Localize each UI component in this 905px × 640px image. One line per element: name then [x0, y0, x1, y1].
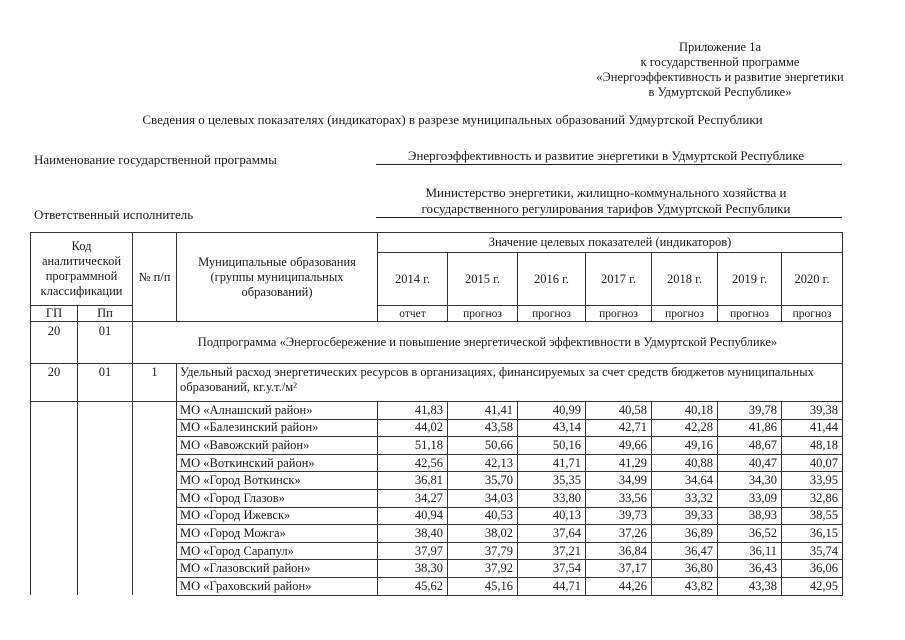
indicator-value: 41,44: [782, 419, 843, 437]
value-type: прогноз: [782, 306, 843, 322]
indicator-value: 43,82: [652, 577, 718, 595]
indicator-value: 40,58: [586, 402, 652, 420]
empty-cell: [31, 419, 78, 437]
gp-header: ГП: [31, 306, 78, 322]
indicator-gp: 20: [31, 364, 78, 402]
empty-cell: [31, 542, 78, 560]
empty-cell: [31, 507, 78, 525]
indicator-value: 34,30: [718, 472, 782, 490]
indicator-value: 34,64: [652, 472, 718, 490]
empty-cell: [31, 577, 78, 595]
indicators-table: [30, 232, 843, 596]
year-header: 2014 г.: [378, 253, 448, 306]
empty-cell: [31, 560, 78, 578]
program-label: Наименование государственной программы: [34, 152, 277, 167]
mo-header: Муниципальные образования (группы муниципальных образований): [177, 233, 378, 322]
indicator-value: 40,94: [378, 507, 448, 525]
indicator-value: 34,03: [448, 489, 518, 507]
indicator-value: 40,99: [518, 402, 586, 420]
indicator-value: 37,79: [448, 542, 518, 560]
year-header: 2017 г.: [586, 253, 652, 306]
empty-cell: [133, 542, 177, 560]
indicator-value: 35,70: [448, 472, 518, 490]
indicator-value: 37,92: [448, 560, 518, 578]
indicator-value: 39,73: [586, 507, 652, 525]
empty-cell: [78, 489, 133, 507]
indicator-value: 42,13: [448, 454, 518, 472]
indicator-value: 37,21: [518, 542, 586, 560]
year-header: 2015 г.: [448, 253, 518, 306]
empty-cell: [78, 577, 133, 595]
executor-value-line-1: Министерство энергетики, жилищно-коммунального хозяйства и: [425, 185, 787, 200]
indicator-value: 48,67: [718, 437, 782, 455]
indicator-value: 38,40: [378, 525, 448, 543]
appendix-block: [560, 40, 880, 100]
value-type: прогноз: [718, 306, 782, 322]
table-row: [31, 525, 843, 543]
mo-name: МО «Алнашский район»: [177, 402, 378, 420]
data-rows: [31, 402, 843, 596]
pp-header: Пп: [78, 306, 133, 322]
indicator-value: 39,33: [652, 507, 718, 525]
empty-cell: [78, 419, 133, 437]
indicator-value: 48,18: [782, 437, 843, 455]
indicator-value: 36,47: [652, 542, 718, 560]
indicator-num: 1: [133, 364, 177, 402]
indicator-value: 33,80: [518, 489, 586, 507]
mo-name: МО «Вавожский район»: [177, 437, 378, 455]
program-value: Энергоэффективность и развитие энергетики в Удмуртской Республике: [407, 148, 805, 163]
executor-label: Ответственный исполнитель: [34, 207, 194, 222]
empty-cell: [78, 472, 133, 490]
year-header: 2016 г.: [518, 253, 586, 306]
indicator-value: 36,15: [782, 525, 843, 543]
indicator-value: 36,84: [586, 542, 652, 560]
indicator-value: 36,43: [718, 560, 782, 578]
indicator-value: 41,83: [378, 402, 448, 420]
table-row: [31, 454, 843, 472]
indicator-value: 38,93: [718, 507, 782, 525]
value-type: прогноз: [586, 306, 652, 322]
indicator-value: 49,16: [652, 437, 718, 455]
subprogram-gp: 20: [31, 322, 78, 364]
empty-cell: [31, 402, 78, 420]
indicator-value: 33,32: [652, 489, 718, 507]
table-row: [31, 437, 843, 455]
empty-cell: [133, 419, 177, 437]
indicator-value: 37,64: [518, 525, 586, 543]
table-row: [31, 402, 843, 420]
indicator-value: 38,30: [378, 560, 448, 578]
program-underline: [376, 164, 842, 165]
document-heading: Сведения о целевых показателях (индикаторах) в разрезе муниципальных образований Удмуртской Республики: [142, 112, 763, 127]
indicator-value: 44,71: [518, 577, 586, 595]
empty-cell: [78, 454, 133, 472]
empty-cell: [31, 489, 78, 507]
subprogram-title: Подпрограмма «Энергосбережение и повышение энергетической эффективности в Удмуртской Республике»: [133, 322, 843, 364]
mo-name: МО «Город Можга»: [177, 525, 378, 543]
indicator-value: 40,53: [448, 507, 518, 525]
indicator-value: 35,74: [782, 542, 843, 560]
indicator-value: 42,56: [378, 454, 448, 472]
empty-cell: [133, 507, 177, 525]
indicator-value: 34,99: [586, 472, 652, 490]
mo-name: МО «Воткинский район»: [177, 454, 378, 472]
indicator-value: 39,38: [782, 402, 843, 420]
indicator-value: 42,71: [586, 419, 652, 437]
empty-cell: [133, 577, 177, 595]
indicator-row: [31, 364, 843, 402]
empty-cell: [78, 402, 133, 420]
indicator-value: 40,13: [518, 507, 586, 525]
empty-cell: [133, 472, 177, 490]
empty-cell: [78, 560, 133, 578]
appendix-line-3: «Энергоэффективность и развитие энергетики: [596, 70, 844, 84]
indicator-value: 34,27: [378, 489, 448, 507]
mo-name: МО «Балезинский район»: [177, 419, 378, 437]
indicator-value: 49,66: [586, 437, 652, 455]
indicator-value: 41,41: [448, 402, 518, 420]
table-row: [31, 507, 843, 525]
indicator-value: 33,09: [718, 489, 782, 507]
indicator-value: 32,86: [782, 489, 843, 507]
indicator-value: 36,11: [718, 542, 782, 560]
indicator-value: 38,55: [782, 507, 843, 525]
indicator-value: 33,95: [782, 472, 843, 490]
indicator-value: 43,38: [718, 577, 782, 595]
executor-value-line-2: государственного регулирования тарифов Удмуртской Республики: [421, 201, 791, 216]
subprogram-pp: 01: [78, 322, 133, 364]
value-type: прогноз: [448, 306, 518, 322]
indicator-value: 43,14: [518, 419, 586, 437]
year-header: 2020 г.: [782, 253, 843, 306]
indicator-value: 40,47: [718, 454, 782, 472]
empty-cell: [133, 402, 177, 420]
indicator-value: 41,29: [586, 454, 652, 472]
indicator-value: 37,26: [586, 525, 652, 543]
values-header: Значение целевых показателей (индикаторов): [378, 233, 843, 253]
indicator-value: 39,78: [718, 402, 782, 420]
indicator-value: 40,88: [652, 454, 718, 472]
appendix-line-1: Приложение 1а: [678, 40, 761, 54]
code-header: Код аналитической программной классификации: [31, 233, 133, 306]
empty-cell: [78, 437, 133, 455]
indicator-value: 42,28: [652, 419, 718, 437]
empty-cell: [133, 454, 177, 472]
empty-cell: [31, 472, 78, 490]
indicator-value: 43,58: [448, 419, 518, 437]
table-row: [31, 560, 843, 578]
mo-name: МО «Город Воткинск»: [177, 472, 378, 490]
indicator-value: 40,18: [652, 402, 718, 420]
empty-cell: [78, 507, 133, 525]
empty-cell: [31, 437, 78, 455]
indicator-value: 44,26: [586, 577, 652, 595]
mo-name: МО «Город Глазов»: [177, 489, 378, 507]
indicator-value: 42,95: [782, 577, 843, 595]
num-header: № п/п: [133, 233, 177, 322]
empty-cell: [78, 525, 133, 543]
year-header: 2018 г.: [652, 253, 718, 306]
table-row: [31, 489, 843, 507]
indicator-value: 36,52: [718, 525, 782, 543]
indicator-value: 50,16: [518, 437, 586, 455]
indicator-value: 41,71: [518, 454, 586, 472]
indicator-value: 45,62: [378, 577, 448, 595]
year-header: 2019 г.: [718, 253, 782, 306]
empty-cell: [31, 454, 78, 472]
mo-name: МО «Граховский район»: [177, 577, 378, 595]
empty-cell: [31, 525, 78, 543]
indicator-value: 45,16: [448, 577, 518, 595]
indicator-value: 33,56: [586, 489, 652, 507]
indicator-value: 38,02: [448, 525, 518, 543]
empty-cell: [78, 542, 133, 560]
value-type: отчет: [378, 306, 448, 322]
indicator-value: 37,97: [378, 542, 448, 560]
indicator-value: 37,17: [586, 560, 652, 578]
value-type: прогноз: [652, 306, 718, 322]
indicator-value: 35,35: [518, 472, 586, 490]
executor-underline: [376, 217, 842, 218]
empty-cell: [133, 489, 177, 507]
empty-cell: [133, 525, 177, 543]
mo-name: МО «Глазовский район»: [177, 560, 378, 578]
mo-name: МО «Город Сарапул»: [177, 542, 378, 560]
indicator-value: 44,02: [378, 419, 448, 437]
indicator-value: 36,06: [782, 560, 843, 578]
indicator-value: 50,66: [448, 437, 518, 455]
indicator-value: 51,18: [378, 437, 448, 455]
indicator-value: 36,80: [652, 560, 718, 578]
table-row: [31, 577, 843, 595]
indicator-value: 36,89: [652, 525, 718, 543]
subprogram-row: [31, 322, 843, 364]
mo-name: МО «Город Ижевск»: [177, 507, 378, 525]
table-row: [31, 472, 843, 490]
indicator-value: 40,07: [782, 454, 843, 472]
indicator-value: 41,86: [718, 419, 782, 437]
table-row: [31, 542, 843, 560]
empty-cell: [133, 437, 177, 455]
appendix-line-2: к государственной программе: [640, 55, 800, 69]
indicator-title: Удельный расход энергетических ресурсов в организациях, финансируемых за счет средств бюджетов муниципальных образований, кг.у.т./м²: [177, 364, 843, 402]
indicator-pp: 01: [78, 364, 133, 402]
empty-cell: [133, 560, 177, 578]
indicator-value: 36,81: [378, 472, 448, 490]
value-type: прогноз: [518, 306, 586, 322]
appendix-line-4: в Удмуртской Республике»: [648, 85, 792, 99]
table-row: [31, 419, 843, 437]
indicator-value: 37,54: [518, 560, 586, 578]
